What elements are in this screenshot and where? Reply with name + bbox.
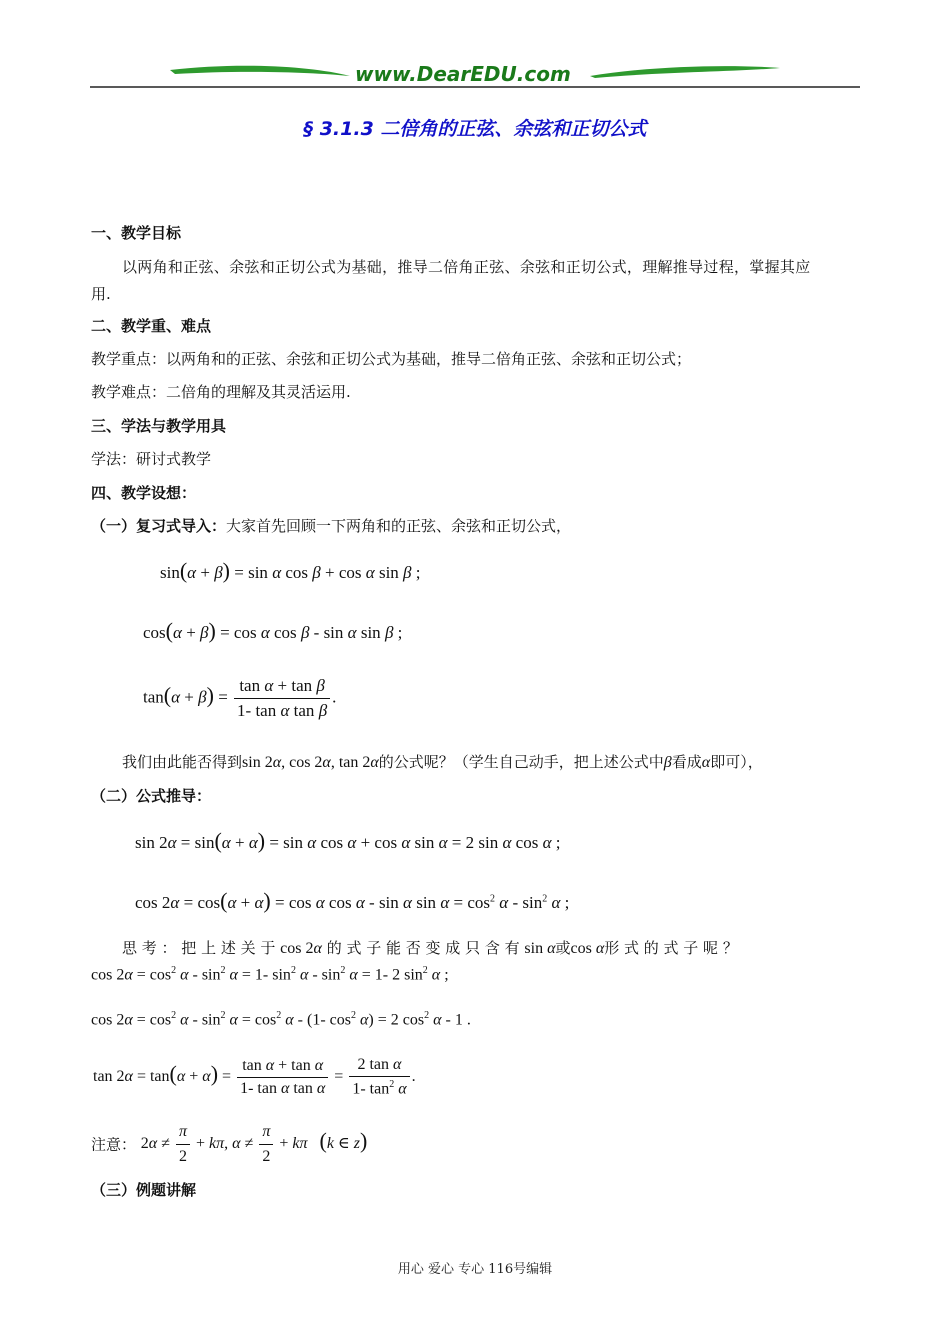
question-math: sin 2α, cos 2α, tan 2α [242,754,379,771]
subsection-1-line [91,516,571,536]
think-pre: 思 考 ： 把 上 述 关 于 [122,939,276,957]
difficult-point-line: 教学难点：二倍角的理解及其灵活运用. [91,383,351,401]
formula-cos-double-variant1: $\cos 2\alpha = \cos^2 \alpha - \sin^2 \alpha = 1-$ $\sin^2 \alpha - \sin^2 \alpha = 1-$ 2 $\sin^2 \alpha$ ; [91,965,449,984]
logo-text: www.DearEDU.com [355,62,571,86]
subsection-2-label: （二）公式推导： [91,787,212,805]
think-cos2a: cos 2α [280,940,322,957]
key-point-line: 教学重点：以两角和的正弦、余弦和正切公式为基础，推导二倍角正弦、余弦和正切公式； [91,350,692,368]
question-line [122,752,763,773]
header-logo [90,58,860,92]
section-heading-2: 二、教学重、难点 [91,317,212,335]
think-end: 形 式 的 式 子 呢 ？ [604,939,738,957]
think-sina: sin α [524,940,556,957]
subsection-3-label: （三）例题讲解 [91,1181,197,1199]
note-label: 注意： [91,1135,137,1154]
formula-sin-sum: sin(α + β) = sin α cos β + cos α sin β ; [160,558,421,583]
study-method-line: 学法：研讨式教学 [91,450,212,468]
section-heading-4: 四、教学设想： [91,484,197,502]
formula-tan-double: tan 2α = tan(α + α) = $\frac{\text{tan α + tan α}}{\text{1- tan α tan α}}$ = $\frac{\text{2 tan α}}{1- \tan^2 \alpha}$ . [93,1056,416,1098]
section-heading-3: 三、学法与教学用具 [91,417,227,435]
formula-tan-sum: tan(α + β) = $\frac{\text{tan α + tan β}}{\text{1- tan α tan β}}$ . [143,676,337,720]
subsection-1-text: 大家首先回顾一下两角和的正弦、余弦和正切公式， [226,517,572,535]
subsection-1-label: （一）复习式导入： [91,517,227,535]
formula-cos-sum: cos(α + β) = cos α cos β - sin α sin β ; [143,618,403,643]
think-cosa: cos α [570,940,605,957]
section-heading-1: 一、教学目标 [91,224,182,242]
think-line [122,938,738,959]
section-1-body-line2: 用. [91,285,111,303]
formula-cos-double-variant2: $\cos 2\alpha = \cos^2 \alpha - \sin^2 \alpha = \cos^2 \alpha - (1-$ $\cos^2 \alpha) = 2$ $\cos^2 \alpha - 1$ . [91,1010,471,1029]
formula-cos-double: cos 2α = cos(α + α) = cos α cos α - sin α $\sin \alpha = \cos^2 \alpha - \sin^2 \alpha$ ; [135,888,570,913]
note-condition: 2α ≠ $\frac{\pi}{2}$ + kπ, α ≠ $\frac{\pi}{2}$ + kπ (k ∈ z) [140,1123,368,1165]
question-mid2: 看成 [671,753,702,771]
think-or: 或 [555,939,571,957]
formula-sin-double: sin 2α = sin(α + α) = sin α cos α + cos α sin α = 2 sin α cos α ; [135,828,561,853]
question-end: 即可）， [710,753,763,771]
note-line [91,1122,367,1167]
page-footer: 用心 爱心 专心 116号编辑 [397,1262,553,1277]
section-1-body-line1: 以两角和正弦、余弦和正切公式为基础，推导二倍角正弦、余弦和正切公式，理解推导过程，掌握其应 [122,258,811,276]
question-pre: 我们由此能否得到 [122,753,243,771]
alpha-symbol: α [701,754,711,771]
beta-symbol: β [663,754,672,771]
question-mid: 的公式呢？（学生自己动手，把上述公式中 [378,753,664,771]
think-mid: 的 式 子 能 否 变 成 只 含 有 [326,939,520,957]
page-title: § 3.1.3 二倍角的正弦、余弦和正切公式 [303,118,647,140]
